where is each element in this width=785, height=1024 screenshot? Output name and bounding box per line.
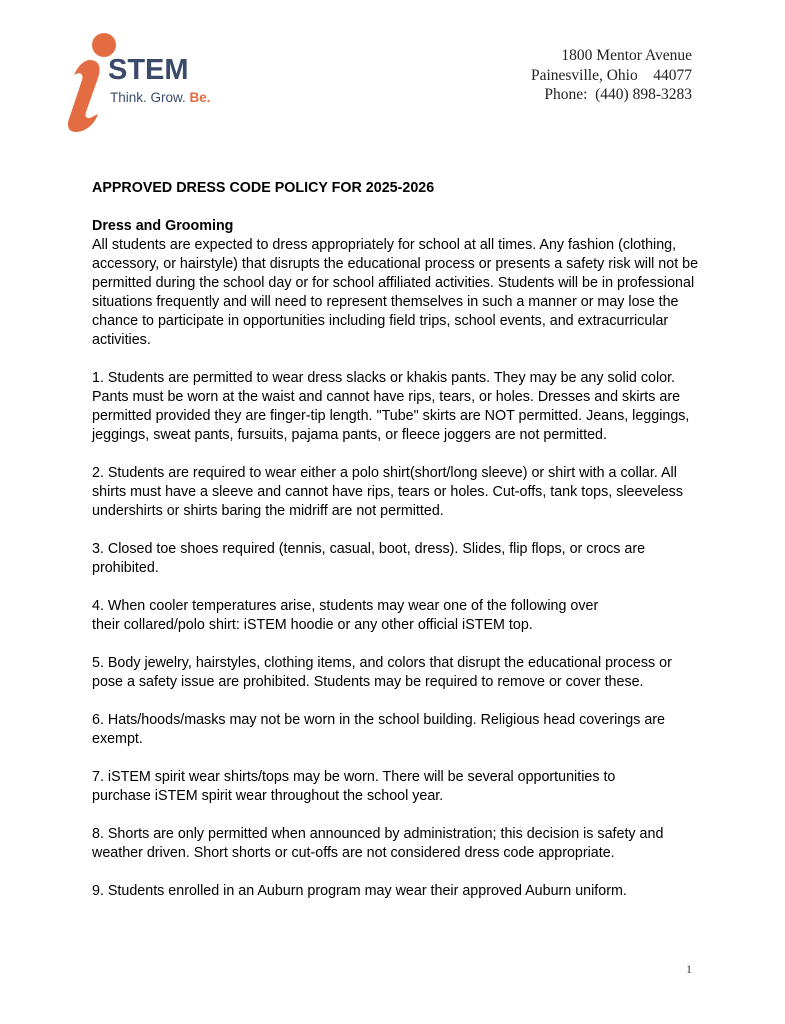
document-title: APPROVED DRESS CODE POLICY FOR 2025-2026	[92, 180, 435, 196]
policy-body	[92, 179, 702, 901]
istem-logo	[64, 30, 214, 136]
policy-item-4: 4. When cooler temperatures arise, students may wear one of the following over	[92, 598, 599, 614]
logo-wordmark: STEM	[108, 54, 189, 86]
policy-item-7: 7. iSTEM spirit wear shirts/tops may be worn. There will be several opportunities to	[92, 769, 616, 785]
logo-tagline	[110, 91, 211, 105]
school-address	[531, 46, 692, 105]
policy-item-4-continued: their collared/polo shirt: iSTEM hoodie or any other official iSTEM top.	[92, 617, 533, 633]
address-city: Painesville, Ohio 44077	[530, 66, 692, 84]
logo-tagline-emphasis: Be.	[189, 90, 211, 105]
logo-tagline-text: Think. Grow.	[110, 90, 186, 105]
policy-item-6: 6. Hats/hoods/masks may not be worn in the school building. Religious head coverings are exempt.	[92, 712, 665, 747]
address-street: 1800 Mentor Avenue	[561, 47, 692, 64]
policy-item-7-continued: purchase iSTEM spirit wear throughout the school year.	[92, 788, 444, 804]
page-number: 1	[686, 962, 692, 976]
policy-item-1: 1. Students are permitted to wear dress slacks or khakis pants. They may be any solid color. Pants must be worn at the waist and cannot have rips, tears, or holes. Dresses and skirts are permitted provided they are finger-tip length. "Tube" skirts are NOT permitted. Jeans, leggings, jeggings, sweat pants, fursuits, pajama pants, or fleece joggers are not permitted.	[92, 370, 690, 443]
policy-item-3: 3. Closed toe shoes required (tennis, casual, boot, dress). Slides, flip flops, or crocs are prohibited.	[92, 541, 646, 576]
policy-item-9: 9. Students enrolled in an Auburn program may wear their approved Auburn uniform.	[92, 883, 627, 899]
section-heading: Dress and Grooming	[92, 218, 234, 234]
policy-item-5: 5. Body jewelry, hairstyles, clothing items, and colors that disrupt the educational process or pose a safety issue are prohibited. Students may be required to remove or cover these.	[92, 655, 672, 690]
address-phone: Phone: (440) 898-3283	[544, 86, 692, 103]
policy-item-2: 2. Students are required to wear either a polo shirt(short/long sleeve) or shirt with a collar. All shirts must have a sleeve and cannot have rips, tears or holes. Cut-offs, tank tops, sleeveless undershirts or shirts baring the midriff are not permitted.	[92, 465, 683, 519]
intro-paragraph: All students are expected to dress appropriately for school at all times. Any fashion (clothing, accessory, or hairstyle) that disrupts the educational process or presents a safety risk will not be permitted during the school day or for school affiliated activities. Students will be in professional situations frequently and will need to represent themselves in such a manner or may lose the chance to participate in opportunities including field trips, school events, and extracurricular activities.	[92, 237, 699, 348]
policy-item-8: 8. Shorts are only permitted when announced by administration; this decision is safety and weather driven. Short shorts or cut-offs are not considered dress code appropriate.	[92, 826, 664, 861]
